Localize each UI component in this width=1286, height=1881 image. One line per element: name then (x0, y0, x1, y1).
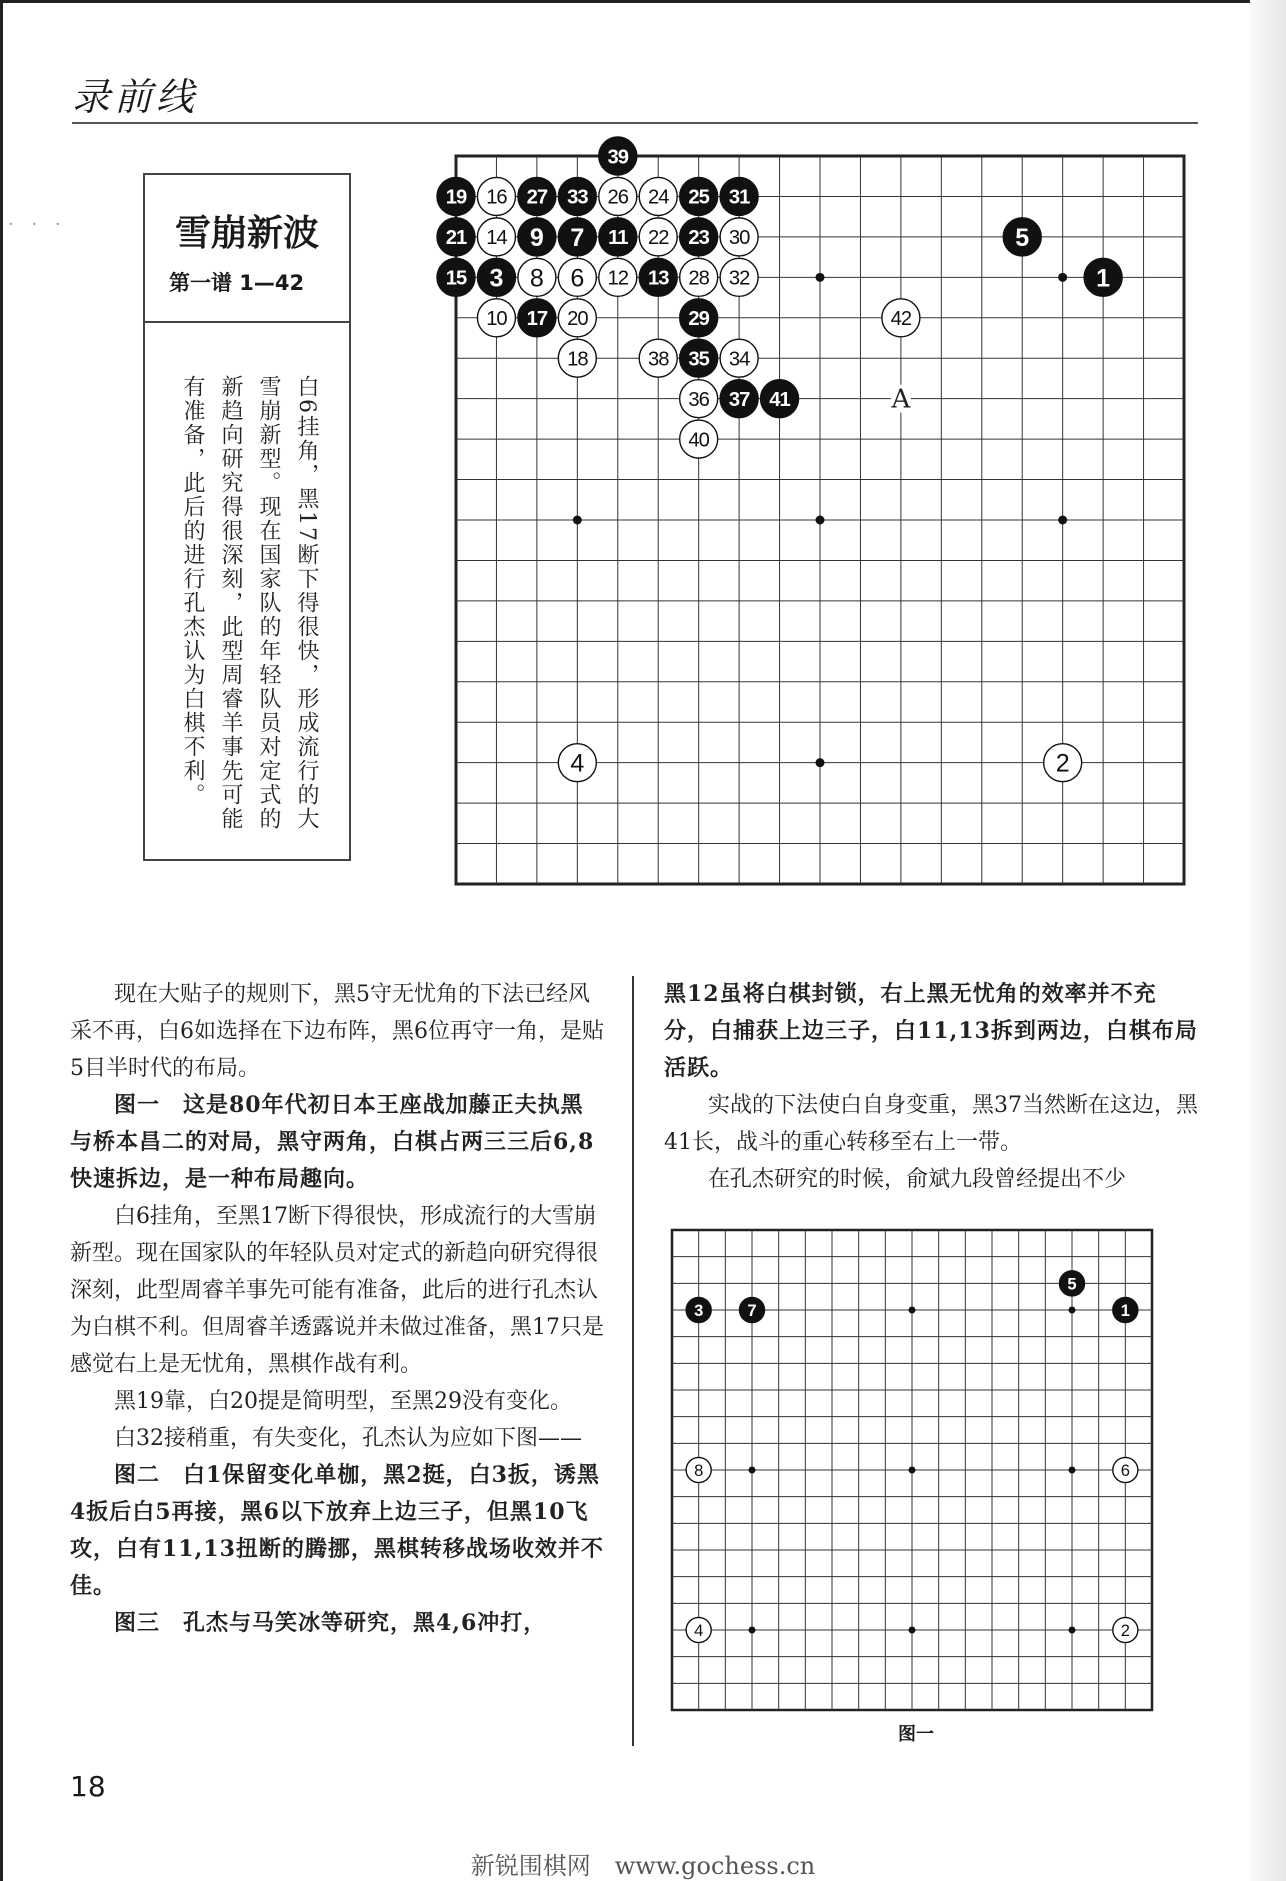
black-stone (477, 258, 515, 296)
svg-text:34: 34 (728, 348, 750, 371)
black-stone (518, 177, 556, 215)
svg-text:37: 37 (728, 388, 750, 411)
figure-1-caption: 图一 (898, 1724, 934, 1745)
svg-text:6: 6 (1120, 1460, 1130, 1480)
star-point (749, 1467, 756, 1474)
svg-text:17: 17 (526, 308, 548, 331)
svg-text:4: 4 (570, 749, 585, 778)
svg-text:8: 8 (694, 1460, 704, 1480)
svg-text:18: 18 (567, 348, 588, 371)
figure-1-go-board-svg (672, 1230, 1152, 1710)
svg-text:21: 21 (445, 227, 467, 250)
black-stone (1113, 1297, 1138, 1322)
black-stone (437, 177, 475, 215)
paragraph: 黑12虽将白棋封锁，右上黑无忧角的效率并不充分，白捕获上边三子，白11,13拆到两边，白棋布局活跃。 (664, 981, 1198, 1081)
title-divider (145, 321, 349, 323)
white-stone (1044, 744, 1082, 782)
game-title: 雪崩新波 (174, 212, 319, 254)
white-stone (1113, 1617, 1138, 1642)
game-subtitle: 第一谱 1—42 (169, 271, 305, 295)
header-rule (72, 122, 1198, 124)
black-stone (1003, 218, 1041, 256)
footer-watermark: 新锐围棋网 www.gochess.cn (470, 1852, 816, 1880)
svg-text:23: 23 (688, 227, 709, 250)
svg-text:7: 7 (570, 223, 585, 252)
paragraph: 现在大贴子的规则下，黑5守无忧角的下法已经风采不再，白6如选择在下边布阵，黑6位再守一角，是贴5目半时代的布局。 (70, 982, 604, 1081)
game-caption: 白6挂角，黑17断下得很快，形成流行的大雪崩新型。现在国家队的年轻队员对定式的新趋向研究得很深刻，此型周睿羊事先可能有准备，此后的进行孔杰认为白棋不利。 (180, 375, 319, 831)
svg-text:22: 22 (647, 227, 669, 250)
paragraph: 黑19靠，白20提是简明型，至黑29没有变化。 (114, 1389, 572, 1414)
white-stone (639, 177, 677, 215)
star-point (573, 516, 582, 525)
svg-text:32: 32 (728, 267, 750, 290)
svg-text:4: 4 (694, 1620, 704, 1640)
white-stone (558, 339, 596, 377)
white-stone (639, 218, 677, 256)
svg-text:30: 30 (728, 227, 750, 250)
paragraph-figure-2: 图二 白1保留变化单枷，黑2挺，白3扳，诱黑4扳后白5再接，黑6以下放弃上边三子，但黑10飞攻，白有11,13扭断的腾挪，黑棋转移战场收效并不佳。 (70, 1462, 604, 1599)
star-point (816, 273, 825, 282)
white-stone (680, 420, 718, 458)
star-point (1069, 1627, 1076, 1634)
star-point (816, 516, 825, 525)
main-go-board-svg (445, 146, 1184, 884)
star-point (1058, 516, 1067, 525)
white-stone (599, 258, 637, 296)
svg-text:20: 20 (567, 308, 588, 331)
star-point (816, 758, 825, 767)
star-point (749, 1627, 756, 1634)
white-stone (558, 258, 596, 296)
black-stone (686, 1297, 711, 1322)
svg-text:12: 12 (607, 267, 629, 290)
star-point (1069, 1467, 1076, 1474)
svg-text:1: 1 (1120, 1300, 1130, 1320)
svg-text:31: 31 (728, 186, 750, 209)
black-stone (599, 218, 637, 256)
star-point (1069, 1307, 1076, 1314)
white-stone (680, 380, 718, 418)
svg-text:2: 2 (1055, 749, 1070, 778)
star-point (909, 1627, 916, 1634)
black-stone (720, 177, 758, 215)
white-stone (686, 1457, 711, 1482)
svg-text:41: 41 (769, 388, 790, 411)
svg-text:1: 1 (1096, 264, 1111, 293)
svg-text:35: 35 (688, 348, 709, 371)
white-stone (558, 744, 596, 782)
white-stone (680, 258, 718, 296)
white-stone (1113, 1457, 1138, 1482)
column-separator (632, 976, 634, 1746)
svg-text:10: 10 (486, 308, 507, 331)
svg-text:2: 2 (1120, 1620, 1130, 1640)
paragraph: 白6挂角，至黑17断下得很快，形成流行的大雪崩新型。现在国家队的年轻队员对定式的新趋向研究得很深刻，此型周睿羊事先可能有准备，此后的进行孔杰认为白棋不利。但周睿羊透露说并未做过准备，黑17只是感觉右上是无忧角，黑棋作战有利。 (70, 1204, 604, 1377)
black-stone (558, 218, 596, 256)
figure-1-go-board (672, 1230, 1152, 1710)
section-header: 录前线 (72, 75, 199, 119)
svg-text:7: 7 (747, 1300, 757, 1320)
svg-text:A: A (891, 384, 911, 415)
svg-text:5: 5 (1067, 1274, 1077, 1294)
svg-text:11: 11 (608, 227, 628, 250)
white-stone (477, 218, 515, 256)
white-stone (720, 339, 758, 377)
white-stone (477, 177, 515, 215)
svg-text:25: 25 (688, 186, 709, 209)
svg-text:14: 14 (486, 227, 507, 250)
paragraph-figure-3: 图三 孔杰与马笑冰等研究，黑4,6冲打， (114, 1610, 547, 1636)
svg-text:15: 15 (445, 267, 467, 290)
svg-text:3: 3 (694, 1300, 704, 1320)
main-go-board (445, 146, 1184, 884)
star-point (909, 1307, 916, 1314)
svg-text:42: 42 (890, 308, 912, 331)
text-column-right (664, 976, 1200, 1198)
svg-text:39: 39 (607, 146, 629, 169)
black-stone (680, 177, 718, 215)
svg-text:19: 19 (445, 186, 467, 209)
white-stone (720, 258, 758, 296)
paragraph: 白32接稍重，有失变化，孔杰认为应如下图—— (114, 1426, 582, 1451)
black-stone (437, 258, 475, 296)
black-stone (558, 177, 596, 215)
black-stone (437, 218, 475, 256)
paragraph: 实战的下法使白自身变重，黑37当然断在这边，黑41长，战斗的重心转移至右上一带。 (664, 1093, 1198, 1155)
svg-text:16: 16 (486, 186, 507, 209)
white-stone (558, 299, 596, 337)
svg-text:6: 6 (570, 264, 585, 293)
svg-text:28: 28 (688, 267, 709, 290)
black-stone (599, 137, 637, 175)
star-point (1058, 273, 1067, 282)
svg-text:29: 29 (688, 308, 709, 331)
svg-text:38: 38 (647, 348, 669, 371)
game-title-box (143, 173, 351, 861)
margin-dots: · · · (8, 214, 67, 235)
black-stone (1059, 1271, 1084, 1296)
black-stone (1084, 258, 1122, 296)
white-stone (882, 299, 920, 337)
svg-text:40: 40 (688, 429, 709, 452)
svg-text:3: 3 (489, 264, 504, 293)
black-stone (518, 299, 556, 337)
white-stone (599, 177, 637, 215)
svg-text:33: 33 (567, 186, 588, 209)
black-stone (639, 258, 677, 296)
svg-text:8: 8 (529, 264, 544, 293)
white-stone (720, 218, 758, 256)
star-point (909, 1467, 916, 1474)
black-stone (739, 1297, 764, 1322)
black-stone (761, 380, 799, 418)
black-stone (518, 218, 556, 256)
black-stone (680, 218, 718, 256)
svg-text:36: 36 (688, 388, 709, 411)
white-stone (686, 1617, 711, 1642)
svg-text:27: 27 (526, 186, 548, 209)
black-stone (720, 380, 758, 418)
book-spine (1250, 0, 1286, 1881)
black-stone (680, 299, 718, 337)
text-column-left (70, 976, 606, 1642)
page-number: 18 (70, 1770, 106, 1803)
svg-text:24: 24 (647, 186, 669, 209)
white-stone (639, 339, 677, 377)
svg-text:26: 26 (607, 186, 629, 209)
white-stone (518, 258, 556, 296)
svg-text:5: 5 (1015, 223, 1030, 252)
paragraph-figure-1: 图一 这是80年代初日本王座战加藤正夫执黑与桥本昌二的对局，黑守两角，白棋占两三三后6,8快速拆边，是一种布局趣向。 (70, 1092, 595, 1192)
paragraph: 在孔杰研究的时候，俞斌九段曾经提出不少 (708, 1167, 1127, 1192)
label-a (890, 385, 911, 415)
white-stone (477, 299, 515, 337)
svg-text:13: 13 (647, 267, 669, 290)
black-stone (680, 339, 718, 377)
svg-text:9: 9 (529, 223, 544, 252)
